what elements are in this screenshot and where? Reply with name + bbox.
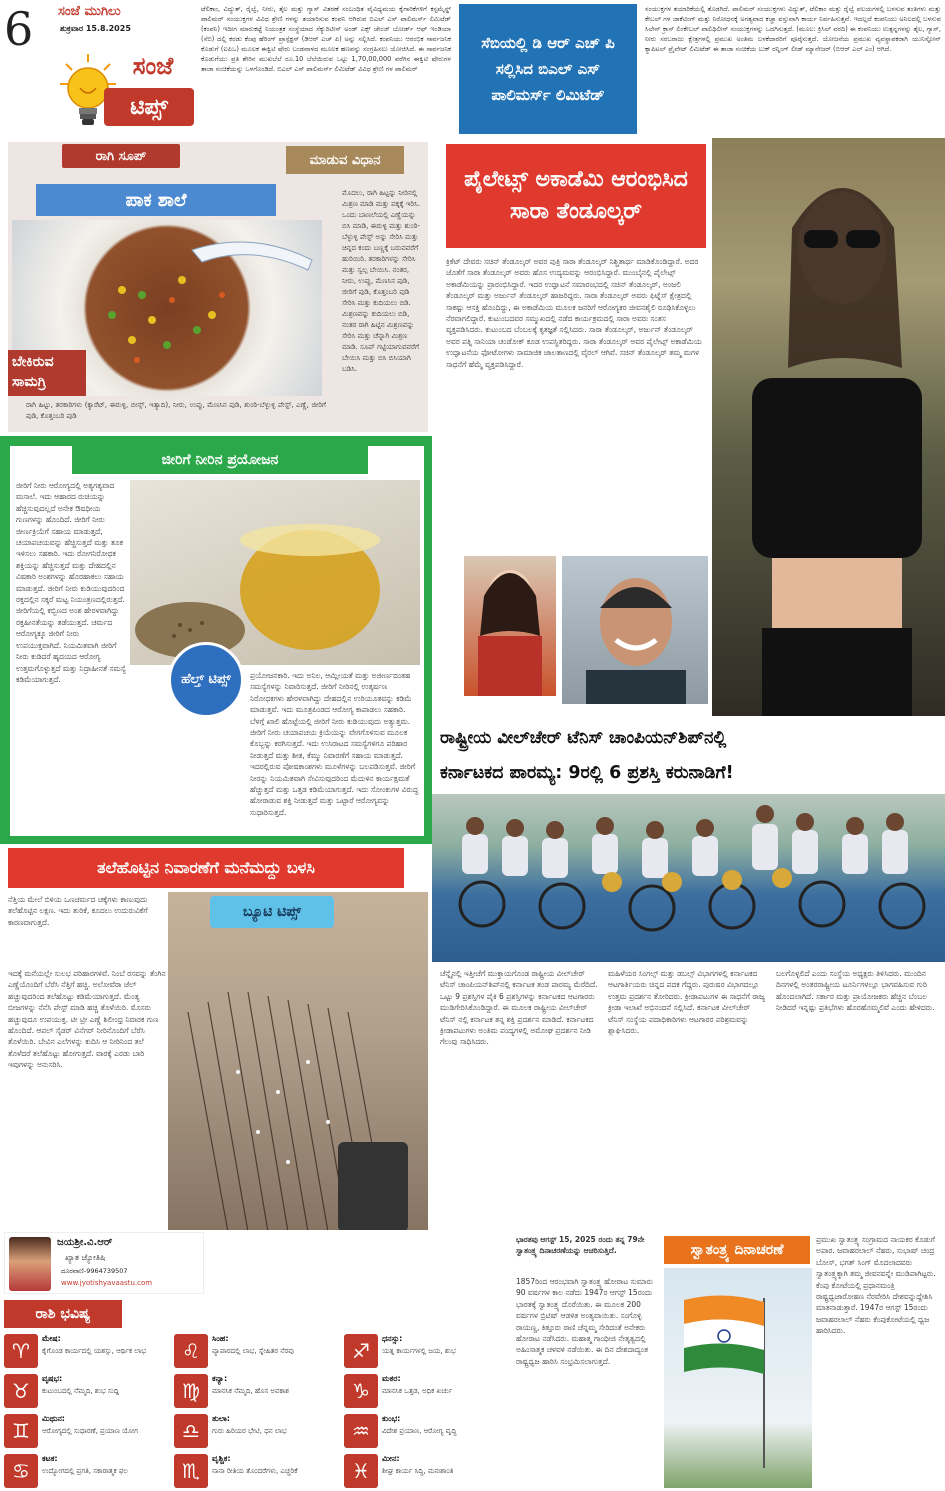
independence-col-1: 1857ರಿಂದ ಆರಂಭವಾಗಿ ಸ್ವಾತಂತ್ರ್ಯ ಹೋರಾಟ ಸುಮಾರು 90 ವರ್ಷಗಳ ಕಾಲ ನಡೆದು 1947ರ ಆಗಸ್ಟ್ 15ರಂದು ಭಾರತಕ್ಕೆ ಸ್ವಾತಂತ್ರ್ಯ ದೊರೆಯಿತು. ಈ ಮೂಲಕ 200 ವರ್ಷಗಳ ಬ್ರಿಟಿಷ್ ಆಡಳಿತ ಅಂತ್ಯವಾಯಿತು. ಸಂಗೊಳ್ಳಿ ರಾಯಣ್ಣ, ಕಿತ್ತೂರು ರಾಣಿ ಚೆನ್ನಮ್ಮ ಸೇರಿದಂತೆ ಅನೇಕರು ಹೋರಾಟ ನಡೆಸಿದರು. ಮಹಾತ್ಮ ಗಾಂಧೀಜಿ ನೇತೃತ್ವದಲ್ಲಿ ಅಹಿಂಸಾತ್ಮಕ ಚಳವಳಿ ನಡೆಯಿತು. ಈ ದಿನ ದೇಶದಾದ್ಯಂತ ರಾಷ್ಟ್ರಧ್ವಜ ಹಾರಿಸಿ ಸಂಭ್ರಮಿಸಲಾಗುತ್ತದೆ. bbox=[516, 1277, 654, 1366]
gemini-icon: ♊ bbox=[4, 1414, 38, 1448]
zodiac-text: ಶೀಘ್ರ ಕಾರ್ಯ ಸಿದ್ಧಿ, ಮನಃಶಾಂತಿ bbox=[382, 1467, 454, 1475]
zodiac-text: ವಿದೇಶ ಪ್ರಯಾಣ, ಆರೋಗ್ಯ ವೃದ್ಧಿ bbox=[382, 1427, 457, 1435]
beauty-tips-badge: ಬ್ಯೂಟಿ ಟಿಪ್ಸ್ bbox=[210, 896, 334, 928]
zodiac-text: ಕೈಗೊಂಡ ಕಾರ್ಯದಲ್ಲಿ ಯಶಸ್ಸು, ಆರ್ಥಿಕ ಲಾಭ bbox=[42, 1347, 147, 1355]
zodiac-item bbox=[344, 1412, 510, 1450]
zodiac-item bbox=[174, 1372, 340, 1410]
tennis-headline-1: ರಾಷ್ಟ್ರೀಯ ವೀಲ್‌ಚೇರ್ ಟೆನಿಸ್ ಚಾಂಪಿಯನ್‌ಶಿಪ್‌ನಲ್ಲಿ bbox=[440, 728, 727, 748]
ipo-right-text: ಸಂಯುಕ್ತಗಳ ತಯಾರಿಕೆಯಲ್ಲಿ ತೊಡಗಿದೆ. ಪಾಲಿಮರ್ ಸಂಯುಕ್ತಗಳು ವಿದ್ಯುತ್, ಟೆಲಿಕಾಂ ಮತ್ತು ರೈಲ್ವೆ ವಲಯಗಳಲ್ಲಿ ಬಳಸುವ ತಂತಿಗಳು ಮತ್ತು ಕೇಬಲ್ ಗಳ ಜಾಕೆಟಿಂಗ್ ಮತ್ತು ನಿರೋಧನಕ್ಕೆ ಅಗತ್ಯವಾದ ಕಚ್ಚಾ ವಸ್ತುವಾಗಿ ಕಾರ್ಯ ನಿರ್ವಹಿಸುತ್ತವೆ. ಇದಲ್ಲದೆ ಕಂಪನಿಯು ಅನಿಲದಲ್ಲಿ ಬಳಸುವ ಸಿಲೇನ್ ಕ್ರಾಸ್ ಲಿಂಕೇಬಲ್ ಪಾಲಿಥಿಲೀನ್ ಸಂಯುಕ್ತಗಳನ್ನು ಒದಗಿಸುತ್ತದೆ. (ಮೂಲ: ಕ್ರಿಸಿಲ್ ವರದಿ) ಈ ಕಂಪನಿಯು ಉತ್ಪನ್ನಗಳನ್ನು ತೈಲ, ಗ್ಯಾಸ್, ನೀರು ಸರಬರಾಜು ಕ್ಷೇತ್ರಗಳಲ್ಲಿ ಪ್ರಮುಖ ಅಂತಿಮ ಬಳಕೆದಾರರಿಗೆ ಪೂರೈಸುತ್ತದೆ. ಯೋಜನೆಯ ಪ್ರಮುಖ ವ್ಯವಸ್ಥಾಪಕರಾಗಿ ಯುನಿಸ್ಟೋನ್ ಕ್ಯಾಪಿಟಲ್ ಪ್ರೈವೇಟ್ ಲಿಮಿಟೆಡ್ ಈ ತಾಜಾ ಸಂಚಿಕೆಯ ಬುಕ್ ರನ್ನಿಂಗ್ ಲೀಡ್ ಮ್ಯಾನೇಜರ್ (ಬಿಆರ್ ಎಲ್ ಎಂ) ಆಗಿದೆ. bbox=[645, 5, 941, 53]
brand-name: ಸಂಜೆ ಮುಗಿಲು bbox=[58, 4, 121, 19]
horoscope-title: ರಾಶಿ ಭವಿಷ್ಯ bbox=[4, 1300, 122, 1328]
cumin-left-text: ಜೀರಿಗೆ ನೀರು ಆರೋಗ್ಯದಲ್ಲಿ ಅತ್ಯಗತ್ಯವಾದ ಮಸಾಲೆ. ಇದು ಆಹಾರದ ರುಚಿಯನ್ನು ಹೆಚ್ಚಿಸುವುದಲ್ಲದೆ ಅನೇಕ ಔಷಧೀಯ ಗುಣಗಳನ್ನು ಹೊಂದಿದೆ. ಜೀರಿಗೆ ನೀರು ಜೀರ್ಣಕ್ರಿಯೆಗೆ ಸಹಾಯ ಮಾಡುತ್ತದೆ, ಚಯಾಪಚಯವನ್ನು ಹೆಚ್ಚಿಸುತ್ತದೆ ಮತ್ತು ತೂಕ ಇಳಿಸಲು ಸಹಕಾರಿ. ಇದು ರೋಗನಿರೋಧಕ ಶಕ್ತಿಯನ್ನು ಹೆಚ್ಚಿಸುತ್ತದೆ ಮತ್ತು ದೇಹದಲ್ಲಿನ ವಿಷಕಾರಿ ಅಂಶಗಳನ್ನು ಹೊರಹಾಕಲು ಸಹಾಯ ಮಾಡುತ್ತದೆ. ಜೀರಿಗೆ ನೀರು ಕುಡಿಯುವುದರಿಂದ ರಕ್ತದಲ್ಲಿನ ಸಕ್ಕರೆ ಮಟ್ಟ ನಿಯಂತ್ರಣದಲ್ಲಿರುತ್ತದೆ. ಜೀರಿಗೆಯಲ್ಲಿ ಕಬ್ಬಿಣದ ಅಂಶ ಹೇರಳವಾಗಿದ್ದು ರಕ್ತಹೀನತೆಯನ್ನು ತಡೆಯುತ್ತದೆ. ಚರ್ಮದ ಆರೋಗ್ಯಕ್ಕೂ ಜೀರಿಗೆ ನೀರು ಉಪಯುಕ್ತವಾಗಿದೆ. ನಿಯಮಿತವಾಗಿ ಜೀರಿಗೆ ನೀರು ಕುಡಿದರೆ ಹೃದಯದ ಆರೋಗ್ಯ ಉತ್ತಮಗೊಳ್ಳುತ್ತದೆ ಮತ್ತು ನಿದ್ರಾಹೀನತೆ ಸಮಸ್ಯೆ ಕಡಿಮೆಯಾಗುತ್ತದೆ. bbox=[16, 481, 126, 684]
libra-icon: ♎ bbox=[174, 1414, 208, 1448]
zodiac-item bbox=[174, 1452, 340, 1490]
capricorn-icon: ♑ bbox=[344, 1374, 378, 1408]
zodiac-item bbox=[4, 1332, 170, 1370]
aries-icon: ♈ bbox=[4, 1334, 38, 1368]
aquarius-icon: ♒ bbox=[344, 1414, 378, 1448]
ipo-story bbox=[197, 0, 945, 138]
sagittarius-icon: ♐ bbox=[344, 1334, 378, 1368]
tennis-team-photo bbox=[432, 794, 945, 962]
ipo-left-text: ಟೆಲಿಕಾಂ, ವಿದ್ಯುತ್, ರೈಲ್ವೆ, ನೀರು, ತೈಲ ಮತ್ತು ಗ್ಯಾಸ್ ವಿತರಣೆ ಸಂಬಂಧಿತ ವೈವಿಧ್ಯಮಯ ಕೈಗಾರಿಕೆಗಳಿಗೆ ಕಸ್ಟಮೈಸ್ಡ್ ಪಾಲಿಮರ್ ಸಂಯುಕ್ತಗಳ ವಿವಿಧ ಶ್ರೇಣಿ ಗಳನ್ನು ತಯಾರಿಸುವ ಕಂಪನಿ ಆಗಿರುವ ಬಿಎಲ್ ಎಸ್ ಪಾಲಿಮರ್ಸ್ ಲಿಮಿಟೆಡ್ (ಕಂಪನಿ) ಇದೀಗ ಮಾರುಕಟ್ಟೆ ನಿಯಂತ್ರಕ ಸಂಸ್ಥೆಯಾದ ಸೆಕ್ಯುರಿಟೀಸ್ ಅಂಡ್ ಎಕ್ಸ್ ಚೇಂಜ್ ಬೋರ್ಡ್ ಆಫ್ ಇಂಡಿಯಾ (ಸೆಬಿ) ದಲ್ಲಿ ಕರಡು ಕೆಂಪು ಹೆರಿಂಗ್ ಪ್ರಾಸ್ಪೆಕ್ಟಸ್ (ಡಿಆರ್ ಎಚ್ ಪಿ) ಅನ್ನು ಸಲ್ಲಿಸಿದೆ. ಕಂಪನಿಯು ಆರಂಭಿಕ ಸಾರ್ವಜನಿಕ ಕೊಡುಗೆ (ಐಪಿಒ) ಮೂಲಕ ಈಕ್ವಿಟಿ ಷೇರು ಬಂಡವಾಳದ ಮೂಲಕ ಹಣವನ್ನು ಸಂಗ್ರಹಿಸಲು ಯೋಜಿಸಿದೆ. ಈ ಸಾರ್ವಜನಿಕ ಕೊಡುಗೆಯು ಪ್ರತಿ ಶೇರಿನ ಮುಖಬೆಲೆ ರೂ.10 ಬೆಲೆಯಿರುವ ಒಟ್ಟು 1,70,00,000 ವರೆಗಿನ ಈಕ್ವಿಟಿ ಷೇರುಗಳ ತಾಜಾ ಸಂಚಿಕೆಯನ್ನು ಒಳಗೊಂಡಿದೆ. ಬಿಎಲ್ ಎಸ್ ಪಾಲಿಮರ್ಸ್ ಲಿಮಿಟೆಡ್ ವಿವಿಧ ಶ್ರೇಣಿ ಗಳ ಪಾಲಿಮರ್ bbox=[201, 5, 451, 73]
tennis-col-2: ಮಹಿಳೆಯರ ಸಿಂಗಲ್ಸ್ ಮತ್ತು ಡಬಲ್ಸ್ ವಿಭಾಗಗಳಲ್ಲಿ ಕರ್ನಾಟಕದ ಆಟಗಾರ್ತಿಯರು ಚಿನ್ನದ ಪದಕ ಗೆದ್ದರು. ಪುರುಷರ ವಿಭಾಗದಲ್ಲೂ ಉತ್ತಮ ಪ್ರದರ್ಶನ ತೋರಿದರು. ಕ್ರೀಡಾಪಟುಗಳ ಈ ಸಾಧನೆಗೆ ರಾಜ್ಯ ಕ್ರೀಡಾ ಇಲಾಖೆ ಅಭಿನಂದನೆ ಸಲ್ಲಿಸಿದೆ. ಕರ್ನಾಟಕ ವೀಲ್‌ಚೇರ್ ಟೆನಿಸ್ ಸಂಸ್ಥೆಯ ಪದಾಧಿಕಾರಿಗಳು ಆಟಗಾರರ ಪರಿಶ್ರಮವನ್ನು ಶ್ಲಾಘಿಸಿದರು. bbox=[608, 969, 766, 1036]
sara-story bbox=[432, 138, 945, 716]
recipe-method-text: ಮೊದಲು, ರಾಗಿ ಹಿಟ್ಟನ್ನು ನೀರಿನಲ್ಲಿ ಮಿಶ್ರಣ ಮಾಡಿ ಮತ್ತು ಪಕ್ಕಕ್ಕೆ ಇರಿಸಿ. ಒಂದು ಬಾಣಲೆಯಲ್ಲಿ ಎಣ್ಣೆಯನ್ನು ಬಿಸಿ ಮಾಡಿ, ಈರುಳ್ಳಿ ಮತ್ತು ಶುಂಠಿ-ಬೆಳ್ಳುಳ್ಳಿ ಪೇಸ್ಟ್ ಅನ್ನು ಸೇರಿಸಿ ಮತ್ತು ಚಿನ್ನದ ಕಂದು ಬಣ್ಣಕ್ಕೆ ಬರುವವರೆಗೆ ಹುರಿಯಿರಿ. ತರಕಾರಿಗಳನ್ನು ಸೇರಿಸಿ ಮತ್ತು ಸ್ವಲ್ಪ ಬೇಯಿಸಿ. ನಂತರ, ನೀರು, ಉಪ್ಪು, ಮೆಣಸಿನ ಪುಡಿ, ಜೀರಿಗೆ ಪುಡಿ, ಕೊತ್ತಂಬರಿ ಪುಡಿ ಸೇರಿಸಿ ಮತ್ತು ಕುದಿಯಲು ಬಿಡಿ. ಮಿಶ್ರಣವನ್ನು ಕುದಿಯಲು ಬಿಡಿ, ನಂತರ ರಾಗಿ ಹಿಟ್ಟಿನ ಮಿಶ್ರಣವನ್ನು ಸೇರಿಸಿ ಮತ್ತು ಚೆನ್ನಾಗಿ ಮಿಶ್ರಣ ಮಾಡಿ. ಸೂಪ್ ಗಟ್ಟಿಯಾಗುವವರೆಗೆ ಬೇಯಿಸಿ ಮತ್ತು ಬಿಸಿ ಬಿಸಿಯಾಗಿ ಬಡಿಸಿ. bbox=[342, 189, 420, 373]
astrologer-website[interactable]: www.jyotishyavaastu.com bbox=[61, 1279, 153, 1287]
zodiac-text: ಉದ್ಯೋಗದಲ್ಲಿ ಪ್ರಗತಿ, ಸಕಾರಾತ್ಮಕ ಫಲ bbox=[42, 1467, 128, 1475]
zodiac-name: ಕಟಕ: bbox=[42, 1454, 58, 1463]
leo-icon: ♌ bbox=[174, 1334, 208, 1368]
sara-headline: ಪೈಲೇಟ್ಸ್ ಅಕಾಡೆಮಿ ಆರಂಭಿಸಿದ ಸಾರಾ ತೆಂಡೂಲ್ಕರ್ bbox=[446, 144, 706, 248]
flag-photo bbox=[664, 1268, 812, 1488]
recipe-tag: ರಾಗಿ ಸೂಪ್ bbox=[62, 144, 180, 168]
sara-inset-photo bbox=[464, 556, 556, 696]
zodiac-text: ಮಾನಸಿಕ ಒತ್ತಡ, ಅಧಿಕ ಖರ್ಚು bbox=[382, 1387, 453, 1395]
virgo-icon: ♍ bbox=[174, 1374, 208, 1408]
ingredients-list: ರಾಗಿ ಹಿಟ್ಟು, ತರಕಾರಿಗಳು (ಕ್ಯಾರೆಟ್, ಈರುಳ್ಳಿ, ಬೀನ್ಸ್, ಇತ್ಯಾದಿ), ನೀರು, ಉಪ್ಪು, ಮೆಣಸಿನ ಪುಡಿ, ಶುಂಠಿ-ಬೆಳ್ಳುಳ್ಳಿ ಪೇಸ್ಟ್, ಎಣ್ಣೆ, ಜೀರಿಗೆ ಪುಡಿ, ಕೊತ್ತಂಬರಿ ಪುಡಿ bbox=[26, 401, 326, 420]
method-label: ಮಾಡುವ ವಿಧಾನ bbox=[286, 146, 404, 174]
hair-headline: ತಲೆಹೊಟ್ಟಿನ ನಿವಾರಣೆಗೆ ಮನೆಮದ್ದು ಬಳಸಿ bbox=[8, 848, 404, 888]
zodiac-name: ಕನ್ಯಾ: bbox=[212, 1374, 228, 1383]
zodiac-item bbox=[344, 1332, 510, 1370]
cumin-title: ಜೀರಿಗೆ ನೀರಿನ ಪ್ರಯೋಜನ bbox=[70, 446, 370, 476]
tennis-col-1: ಚೆನ್ನೈನಲ್ಲಿ ಇತ್ತೀಚೆಗೆ ಮುಕ್ತಾಯಗೊಂಡ ರಾಷ್ಟ್ರೀಯ ವೀಲ್‌ಚೇರ್ ಟೆನಿಸ್ ಚಾಂಪಿಯನ್‌ಶಿಪ್‌ನಲ್ಲಿ ಕರ್ನಾಟಕ ತಂಡ ಪಾರಮ್ಯ ಮೆರೆದಿದೆ. ಒಟ್ಟು 9 ಪ್ರಶಸ್ತಿಗಳ ಪೈಕಿ 6 ಪ್ರಶಸ್ತಿಗಳನ್ನು ಕರ್ನಾಟಕದ ಆಟಗಾರರು ಮುಡಿಗೇರಿಸಿಕೊಂಡಿದ್ದಾರೆ. ಈ ಮೂಲಕ ರಾಷ್ಟ್ರೀಯ ವೀಲ್‌ಚೇರ್ ಟೆನಿಸ್ ನಲ್ಲಿ ಕರ್ನಾಟಕ ತನ್ನ ಶಕ್ತಿ ಪ್ರದರ್ಶನ ಮಾಡಿದೆ. ಕರ್ನಾಟಕದ ಕ್ರೀಡಾಪಟುಗಳು ಅಂತಿಮ ಪಂದ್ಯಗಳಲ್ಲಿ ಅಮೋಘ ಪ್ರದರ್ಶನ ನೀಡಿ ಗೆಲುವು ಸಾಧಿಸಿದರು. bbox=[440, 969, 598, 1047]
independence-intro: ಭಾರತವು ಆಗಸ್ಟ್ 15, 2025 ರಂದು ತನ್ನ 79ನೇ ಸ್ವಾತಂತ್ರ್ಯ ದಿನಾಚರಣೆಯನ್ನು ಆಚರಿಸುತ್ತಿದೆ. bbox=[516, 1235, 645, 1256]
zodiac-name: ವೃಶ್ಚಿಕ: bbox=[212, 1454, 231, 1463]
sara-body: ಕ್ರಿಕೆಟ್ ದೇವರು ಸಚಿನ್ ತೆಂಡೂಲ್ಕರ್ ಅವರ ಪುತ್ರಿ ಸಾರಾ ತೆಂಡೂಲ್ಕರ್ ನಿಶ್ಚಿತಾರ್ಥ ಮಾಡಿಕೊಂಡಿದ್ದಾರೆ. ಅದರ ಜೊತೆಗೆ ಸಾರಾ ತೆಂಡೂಲ್ಕರ್ ಅವರು ಹೊಸ ಉದ್ಯಮವನ್ನು ಆರಂಭಿಸಿದ್ದಾರೆ. ಮುಂಬೈನಲ್ಲಿ ಪೈಲೇಟ್ಸ್ ಅಕಾಡೆಮಿಯನ್ನು ಪ್ರಾರಂಭಿಸಿದ್ದಾರೆ. ಇದರ ಉದ್ಘಾಟನೆ ಸಮಾರಂಭದಲ್ಲಿ ಸಚಿನ್ ತೆಂಡೂಲ್ಕರ್, ಅಂಜಲಿ ತೆಂಡೂಲ್ಕರ್ ಮತ್ತು ಅರ್ಜುನ್ ತೆಂಡೂಲ್ಕರ್ ಹಾಜರಿದ್ದರು. ಸಾರಾ ತೆಂಡೂಲ್ಕರ್ ಅವರು ಫಿಟ್ನೆಸ್ ಕ್ಷೇತ್ರದಲ್ಲಿ ಸಾಕಷ್ಟು ಆಸಕ್ತಿ ಹೊಂದಿದ್ದು, ಈ ಅಕಾಡೆಮಿಯ ಮೂಲಕ ಜನರಿಗೆ ಆರೋಗ್ಯಕರ ಜೀವನಶೈಲಿ ರೂಢಿಸಿಕೊಳ್ಳಲು ನೆರವಾಗಲಿದ್ದಾರೆ. ಕುಟುಂಬದವರ ಸಮ್ಮುಖದಲ್ಲಿ ನಡೆದ ಕಾರ್ಯಕ್ರಮದಲ್ಲಿ ಸಾರಾ ಅವರು ಸಂತಸ ವ್ಯಕ್ತಪಡಿಸಿದರು. ಕುಟುಂಬದ ಬೆಂಬಲಕ್ಕೆ ಕೃತಜ್ಞತೆ ಸಲ್ಲಿಸಿದರು. ಸಾರಾ ತೆಂಡೂಲ್ಕರ್, ಅರ್ಜುನ್ ತೆಂಡೂಲ್ಕರ್ ಅವರ ಪತ್ನಿ ಸಾನಿಯಾ ಚಂಡೋಕ್ ಕೂಡ ಉಪಸ್ಥಿತರಿದ್ದರು. ಸಾರಾ ತೆಂಡೂಲ್ಕರ್ ಅವರ ಪೈಲೇಟ್ಸ್ ಅಕಾಡೆಮಿಯ ಉದ್ಘಾಟನೆಯ ಫೋಟೋಗಳು ಸಾಮಾಜಿಕ ಜಾಲತಾಣದಲ್ಲಿ ವೈರಲ್ ಆಗಿವೆ. ಸಚಿನ್ ತೆಂಡೂಲ್ಕರ್ ತಮ್ಮ ಮಗಳ ಸಾಧನೆಗೆ ಹೆಮ್ಮೆ ವ್ಯಕ್ತಪಡಿಸಿದ್ದಾರೆ. bbox=[446, 257, 702, 369]
zodiac-item bbox=[344, 1372, 510, 1410]
cumin-right-text: ಪ್ರಯೋಜನಕಾರಿ. ಇದು ಅನಿಲ, ಆಮ್ಲೀಯತೆ ಮತ್ತು ಅಜೀರ್ಣದಂತಹ ಸಮಸ್ಯೆಗಳನ್ನು ನಿವಾರಿಸುತ್ತದೆ. ಜೀರಿಗೆ ನೀರಿನಲ್ಲಿ ಉತ್ಕರ್ಷಣ ನಿರೋಧಕಗಳು ಹೇರಳವಾಗಿದ್ದು ದೇಹದಲ್ಲಿನ ಉರಿಯೂತವನ್ನು ಕಡಿಮೆ ಮಾಡುತ್ತವೆ. ಇದು ಮೂತ್ರಪಿಂಡದ ಆರೋಗ್ಯ ಕಾಪಾಡಲು ಸಹಕಾರಿ. ಬೆಳಗ್ಗೆ ಖಾಲಿ ಹೊಟ್ಟೆಯಲ್ಲಿ ಜೀರಿಗೆ ನೀರು ಕುಡಿಯುವುದು ಅತ್ಯುತ್ತಮ. ಜೀರಿಗೆ ನೀರು ಚಯಾಪಚಯ ಕ್ರಿಯೆಯನ್ನು ವೇಗಗೊಳಿಸುವ ಮೂಲಕ ಕೊಬ್ಬನ್ನು ಕರಗಿಸುತ್ತದೆ. ಇದು ಉಸಿರಾಟದ ಸಮಸ್ಯೆಗಳಿಗೂ ಪರಿಹಾರ ನೀಡುತ್ತದೆ ಮತ್ತು ಶೀತ, ಕೆಮ್ಮು ನಿವಾರಣೆಗೆ ಸಹಾಯ ಮಾಡುತ್ತದೆ. ಇದರಲ್ಲಿರುವ ಪೋಷಕಾಂಶಗಳು ಮೂಳೆಗಳನ್ನು ಬಲಪಡಿಸುತ್ತವೆ. ಜೀರಿಗೆ ನೀರನ್ನು ನಿಯಮಿತವಾಗಿ ಸೇವಿಸುವುದರಿಂದ ಮೆದುಳಿನ ಕಾರ್ಯಕ್ಷಮತೆ ಹೆಚ್ಚುತ್ತದೆ ಮತ್ತು ಒತ್ತಡ ಕಡಿಮೆಯಾಗುತ್ತದೆ. ಇದು ಸೋಂಕುಗಳ ವಿರುದ್ಧ ಹೋರಾಡುವ ಶಕ್ತಿ ನೀಡುತ್ತದೆ ಮತ್ತು ಒಟ್ಟಾರೆ ಆರೋಗ್ಯವನ್ನು ಸುಧಾರಿಸುತ್ತದೆ. bbox=[250, 671, 419, 817]
zodiac-name: ಸಿಂಹ: bbox=[212, 1334, 229, 1343]
independence-title: ಸ್ವಾತಂತ್ರ್ಯ ದಿನಾಚರಣೆ bbox=[664, 1236, 810, 1264]
page-number: 6 bbox=[4, 2, 34, 56]
hair-body-text: ಇದಕ್ಕೆ ಮನೆಯಲ್ಲೇ ಸುಲಭ ಪರಿಹಾರಗಳಿವೆ. ನಿಂಬೆ ರಸವನ್ನು ತೆಂಗಿನ ಎಣ್ಣೆಯೊಂದಿಗೆ ಬೆರೆಸಿ ನೆತ್ತಿಗೆ ಹಚ್ಚಿ. ಅಲೋವೆರಾ ಜೆಲ್ ಹಚ್ಚುವುದರಿಂದ ತಲೆಹೊಟ್ಟು ಕಡಿಮೆಯಾಗುತ್ತದೆ. ಮೆಂತ್ಯ ಬೀಜಗಳನ್ನು ನೆನೆಸಿ ಪೇಸ್ಟ್ ಮಾಡಿ ಹಚ್ಚಿ ತೊಳೆಯಿರಿ. ಮೊಸರು ಹಚ್ಚುವುದೂ ಉಪಯುಕ್ತ. ಟೀ ಟ್ರೀ ಎಣ್ಣೆ ಶಿಲೀಂಧ್ರ ನಿವಾರಕ ಗುಣ ಹೊಂದಿದೆ. ಆಪಲ್ ಸೈಡರ್ ವಿನೆಗರ್ ನೀರಿನೊಂದಿಗೆ ಬೆರೆಸಿ ತೊಳೆಯಿರಿ. ಬೇವಿನ ಎಲೆಗಳನ್ನು ಕುದಿಸಿ ಆ ನೀರಿನಿಂದ ತಲೆ ತೊಳೆದರೆ ತಲೆಹೊಟ್ಟು ಹೋಗುತ್ತದೆ. ವಾರಕ್ಕೆ ಎರಡು ಬಾರಿ ಇವುಗಳನ್ನು ಅನುಸರಿಸಿ. bbox=[8, 969, 166, 1070]
zodiac-item bbox=[4, 1372, 170, 1410]
ingredients-label: ಬೇಕಿರುವ ಸಾಮಗ್ರಿ bbox=[8, 350, 86, 396]
astrologer-name: ಜಯಶ್ರೀ.ವಿ.ಆರ್ bbox=[57, 1237, 113, 1248]
tips-title-top: ಸಂಜೆ bbox=[132, 52, 174, 80]
independence-col-2: ಪ್ರಮುಖ ಸ್ವಾತಂತ್ರ್ಯ ಸಂಗ್ರಾಮದ ನಾಯಕರ ಕೊಡುಗೆ ಅಪಾರ. ಜವಾಹರಲಾಲ್ ನೆಹರು, ಸುಭಾಷ್ ಚಂದ್ರ ಬೋಸ್, ಭಗತ್ ಸಿಂಗ್ ಮೊದಲಾದವರು ಸ್ವಾತಂತ್ರ್ಯಕ್ಕಾಗಿ ತಮ್ಮ ಜೀವನವನ್ನೇ ಮುಡಿಪಾಗಿಟ್ಟರು. ಕೆಂಪು ಕೋಟೆಯಲ್ಲಿ ಪ್ರಧಾನಮಂತ್ರಿ ರಾಷ್ಟ್ರಧ್ವಜಾರೋಹಣ ನೆರವೇರಿಸಿ ದೇಶವನ್ನುದ್ದೇಶಿಸಿ ಮಾತನಾಡುತ್ತಾರೆ. 1947ರ ಆಗಸ್ಟ್ 15ರಂದು ಜವಾಹರಲಾಲ್ ನೆಹರು ಕೆಂಪುಕೋಟೆಯಲ್ಲಿ ಧ್ವಜ ಹಾರಿಸಿದರು. bbox=[816, 1235, 936, 1336]
zodiac-item bbox=[344, 1452, 510, 1490]
zodiac-name: ವೃಷಭ: bbox=[42, 1374, 63, 1383]
sara-photo bbox=[712, 138, 945, 716]
recipe-section-label: ಪಾಕ ಶಾಲೆ bbox=[36, 184, 276, 216]
zodiac-name: ಧನಸ್ಸು: bbox=[382, 1334, 403, 1343]
zodiac-text: ಯತ್ನ ಕಾರ್ಯಗಳಲ್ಲಿ ಜಯ, ಶುಭ bbox=[382, 1347, 456, 1355]
hair-photo bbox=[168, 892, 428, 1240]
horoscope-section bbox=[0, 1230, 512, 1491]
zodiac-text: ಆರೋಗ್ಯದಲ್ಲಿ ಸುಧಾರಣೆ, ಪ್ರಯಾಣ ಯೋಗ bbox=[42, 1427, 138, 1435]
zodiac-name: ಮಿಥುನ: bbox=[42, 1414, 66, 1423]
masthead bbox=[0, 0, 197, 138]
cumin-section bbox=[0, 436, 432, 844]
zodiac-name: ತುಲಾ: bbox=[212, 1414, 230, 1423]
cancer-icon: ♋ bbox=[4, 1454, 38, 1488]
issue-date: ಶುಕ್ರವಾರ 15.8.2025 bbox=[60, 24, 131, 33]
zodiac-item bbox=[4, 1452, 170, 1490]
sachin-inset-photo bbox=[562, 556, 708, 704]
independence-story bbox=[512, 1230, 945, 1491]
taurus-icon: ♉ bbox=[4, 1374, 38, 1408]
ipo-headline: ಸೆಬಿಯಲ್ಲಿ ಡಿ ಆರ್ ಎಚ್ ಪಿ ಸಲ್ಲಿಸಿದ ಬಿಎಲ್ ಎಸ್ ಪಾಲಿಮರ್ಸ್ ಲಿಮಿಟೆಡ್ bbox=[459, 4, 637, 134]
zodiac-text: ವ್ಯಾಪಾರದಲ್ಲಿ ಲಾಭ, ಸ್ನೇಹಿತರ ನೆರವು bbox=[212, 1347, 294, 1355]
hair-top-text: ನೆತ್ತಿಯ ಮೇಲೆ ಬಿಳಿಯ ಒಣಚರ್ಮದ ಚಕ್ಕೆಗಳು ಕಾಣುವುದು ತಲೆಹೊಟ್ಟಿನ ಲಕ್ಷಣ. ಇದು ತುರಿಕೆ, ಕೂದಲು ಉದುರುವಿಕೆಗೆ ಕಾರಣವಾಗುತ್ತದೆ. bbox=[8, 895, 148, 927]
zodiac-text: ಮಾನಸಿಕ ನೆಮ್ಮದಿ, ಹೊಸ ಅವಕಾಶ bbox=[212, 1387, 289, 1395]
cumin-tea-image bbox=[130, 480, 420, 665]
pisces-icon: ♓ bbox=[344, 1454, 378, 1488]
zodiac-text: ಕುಟುಂಬದಲ್ಲಿ ನೆಮ್ಮದಿ, ಶುಭ ಸುದ್ದಿ bbox=[42, 1387, 119, 1395]
zodiac-item bbox=[174, 1412, 340, 1450]
zodiac-text: ನಾನಾ ರೀತಿಯ ತೊಂದರೆಗಳು, ಎಚ್ಚರಿಕೆ bbox=[212, 1467, 298, 1475]
zodiac-grid bbox=[0, 1230, 512, 1491]
zodiac-name: ಮಕರ: bbox=[382, 1374, 401, 1383]
zodiac-name: ಮೀನ: bbox=[382, 1454, 400, 1463]
recipe-section bbox=[0, 138, 430, 434]
zodiac-name: ಕುಂಭ: bbox=[382, 1414, 401, 1423]
zodiac-name: ಮೇಷ: bbox=[42, 1334, 61, 1343]
health-tips-badge: ಹೆಲ್ತ್ ಟಿಪ್ಸ್ bbox=[168, 642, 244, 718]
zodiac-item bbox=[4, 1412, 170, 1450]
zodiac-text: ಗುರು ಹಿರಿಯರ ಭೇಟಿ, ಧನ ಲಾಭ bbox=[212, 1427, 287, 1435]
scorpio-icon: ♏ bbox=[174, 1454, 208, 1488]
tennis-headline-2: ಕರ್ನಾಟಕದ ಪಾರಮ್ಯ: 9ರಲ್ಲಿ 6 ಪ್ರಶಸ್ತಿ ಕರುನಾಡಿಗೆ! bbox=[440, 763, 734, 783]
tennis-col-3: ಬಲಗೊಳ್ಳಲಿದೆ ಎಂದು ಸಂಸ್ಥೆಯ ಅಧ್ಯಕ್ಷರು ತಿಳಿಸಿದರು. ಮುಂದಿನ ದಿನಗಳಲ್ಲಿ ಅಂತರರಾಷ್ಟ್ರೀಯ ಟೂರ್ನಿಗಳಲ್ಲೂ ಭಾಗವಹಿಸುವ ಗುರಿ ಹೊಂದಲಾಗಿದೆ. ಸರ್ಕಾರ ಮತ್ತು ಪ್ರಾಯೋಜಕರು ಹೆಚ್ಚಿನ ಬೆಂಬಲ ನೀಡಿದರೆ ಇನ್ನಷ್ಟು ಪ್ರತಿಭೆಗಳು ಹೊರಹೊಮ್ಮಲಿವೆ ಎಂದು ಹೇಳಿದರು. bbox=[776, 969, 935, 1013]
astrologer-title: ಖ್ಯಾತ ಜ್ಯೋತಿಷಿ bbox=[65, 1253, 106, 1262]
astrologer-phone: ದೂರವಾಣಿ-9964739507 bbox=[61, 1267, 128, 1275]
zodiac-item bbox=[174, 1332, 340, 1370]
tips-title-bottom: ಟಿಪ್ಸ್ bbox=[104, 88, 194, 126]
